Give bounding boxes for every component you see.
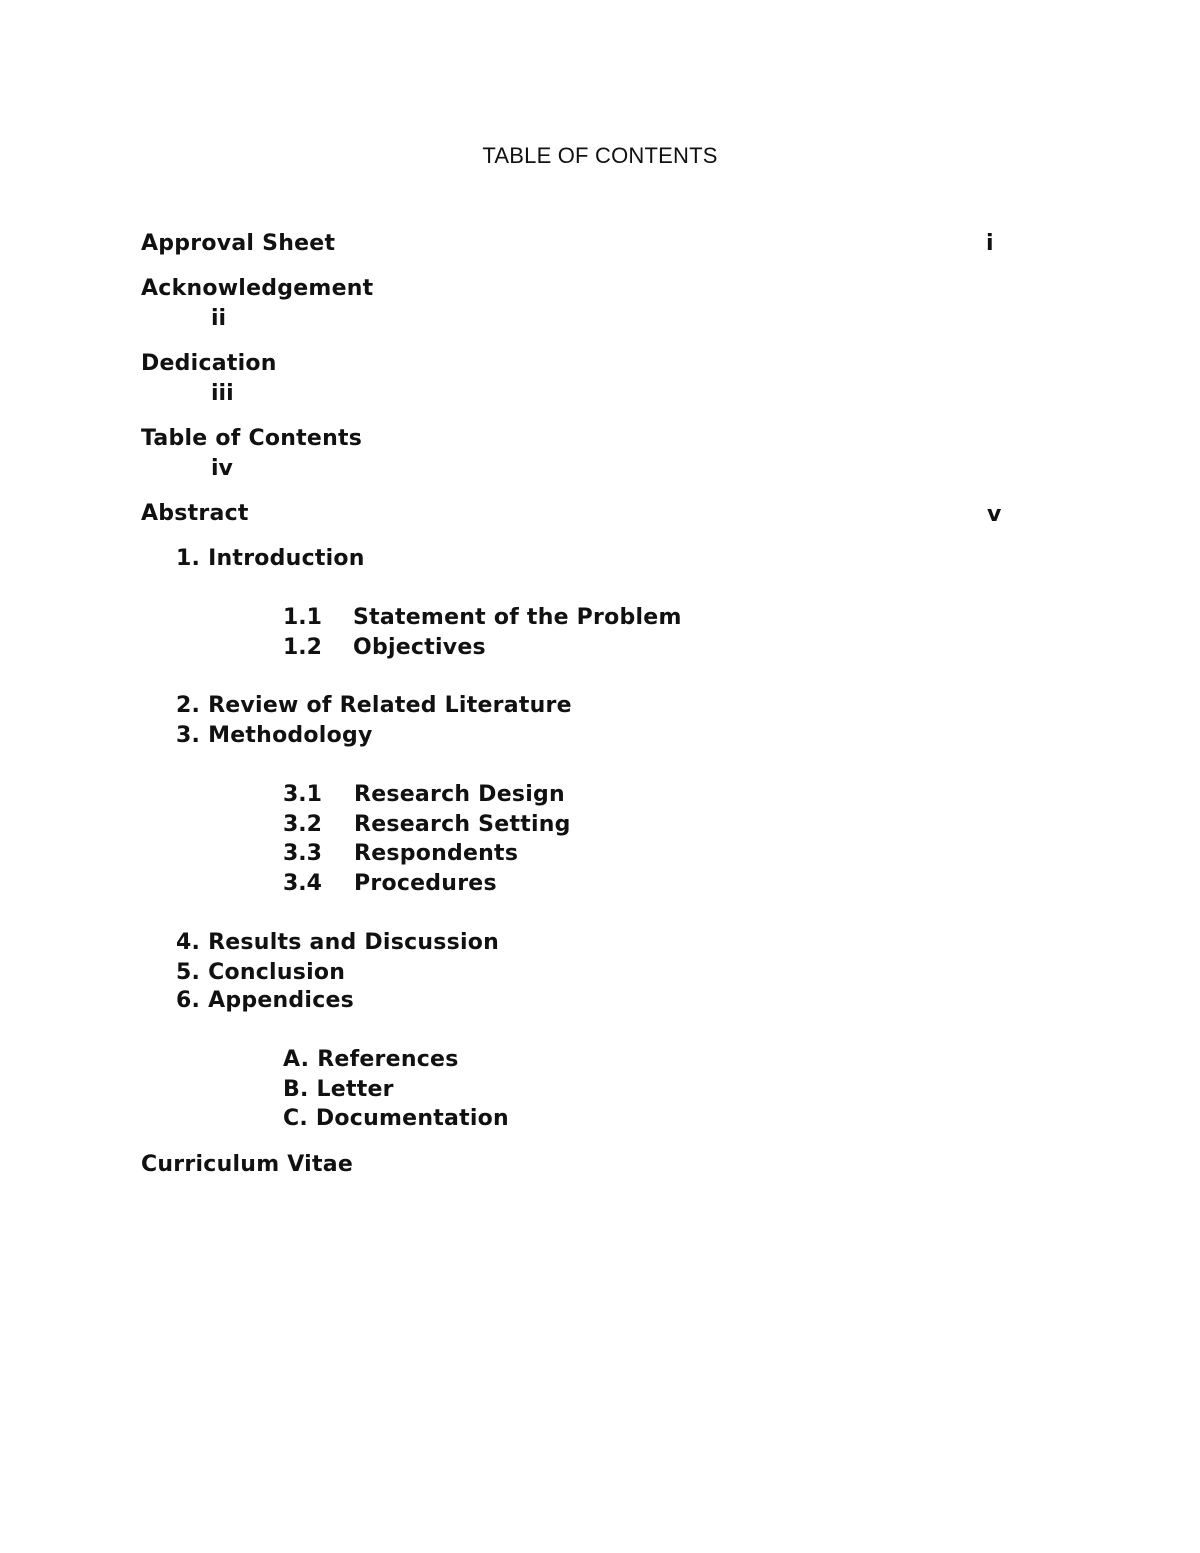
toc-section-objectives: Objectives [353,635,486,660]
toc-section-number: 3.4 [283,871,322,896]
toc-section-statement-of-the-problem: Statement of the Problem [353,605,682,630]
toc-section-number: 1.2 [283,635,322,660]
toc-section-research-design: Research Design [354,782,565,807]
toc-section-respondents: Respondents [354,841,519,866]
toc-chapter-methodology: 3. Methodology [176,723,373,748]
toc-chapter-review-of-related-literature: 2. Review of Related Literature [176,693,572,718]
toc-section-procedures: Procedures [354,871,497,896]
toc-section-number: 3.3 [283,841,322,866]
toc-page-table-of-contents: iv [211,456,233,481]
toc-chapter-appendices: 6. Appendices [176,988,355,1013]
toc-entry-approval-sheet: Approval Sheet [141,231,336,256]
toc-section-number: 1.1 [283,605,322,630]
toc-entry-dedication: Dedication [141,351,277,376]
toc-section-number: 3.2 [283,812,322,837]
toc-chapter-introduction: 1. Introduction [176,546,365,571]
toc-page-approval-sheet: i [986,231,994,256]
toc-appendix-documentation: C. Documentation [283,1106,509,1131]
toc-appendix-letter: B. Letter [283,1077,394,1102]
toc-entry-abstract: Abstract [141,501,249,526]
toc-entry-table-of-contents: Table of Contents [141,426,363,451]
toc-chapter-conclusion: 5. Conclusion [176,960,346,985]
toc-entry-curriculum-vitae: Curriculum Vitae [141,1152,354,1177]
toc-page-acknowledgement: ii [211,306,227,331]
toc-section-research-setting: Research Setting [354,812,571,837]
toc-section-number: 3.1 [283,782,322,807]
toc-entry-acknowledgement: Acknowledgement [141,276,374,301]
toc-appendix-references: A. References [283,1047,459,1072]
page-title: TABLE OF CONTENTS [482,143,718,168]
toc-page-dedication: iii [211,381,234,406]
toc-page-abstract: v [987,502,1002,527]
toc-chapter-results-and-discussion: 4. Results and Discussion [176,930,500,955]
